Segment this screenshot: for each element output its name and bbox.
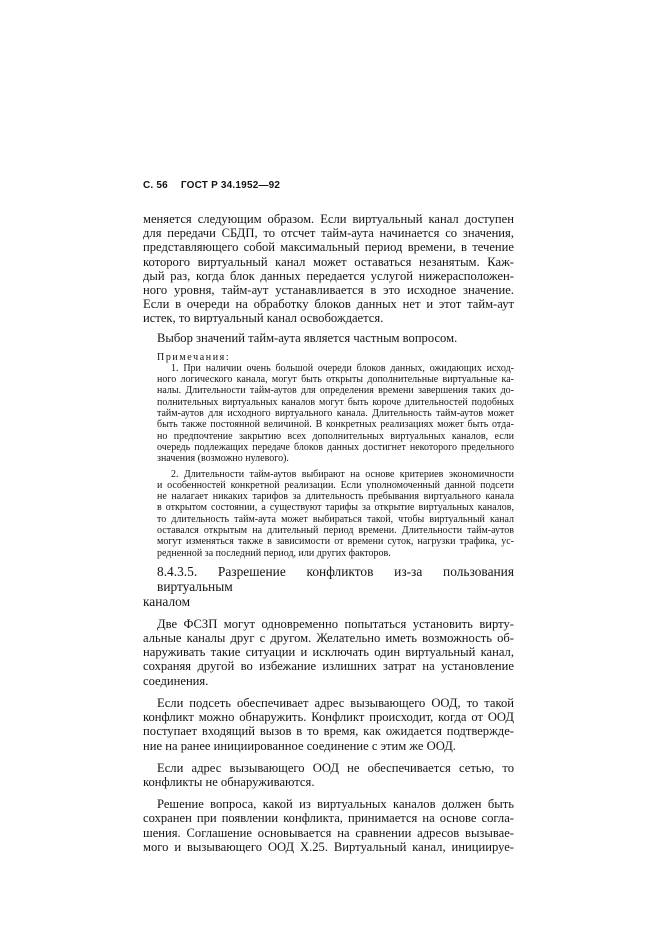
text-line: не налагает никаких тарифов за длительность пребывания виртуального канала bbox=[157, 491, 514, 503]
text-line: сохраняя другой во избежание излишних затрат на установление bbox=[143, 659, 514, 674]
text-line: в открытом состоянии, а существуют тарифы за открытие виртуальных каналов, bbox=[157, 502, 514, 514]
text-line: то длительность тайм-аута может выбираться такой, чтобы виртуальный канал bbox=[157, 513, 514, 525]
text-line: ного логического канала, могут быть открыты дополнительные виртуальные ка- bbox=[157, 374, 514, 386]
text-line: Решение вопроса, какой из виртуальных каналов должен быть bbox=[157, 797, 514, 812]
paragraph-conflict-detection bbox=[143, 696, 514, 753]
text-line: мого и вызывающего ООД X.25. Виртуальный канал, инициируе- bbox=[143, 839, 514, 854]
text-line: представляющего собой максимальный период времени, в течение bbox=[143, 240, 514, 255]
text-line: 1. При наличии очень большой очереди блоков данных, ожидающих исход- bbox=[171, 362, 514, 374]
text-line: дый раз, когда блок данных передается услугой нижерасположен- bbox=[143, 268, 514, 283]
text-line: Две ФСЗП могут одновременно попытаться установить вирту- bbox=[157, 616, 514, 631]
text-line: 2. Длительности тайм-аутов выбирают на основе критериев экономичности bbox=[171, 468, 514, 480]
note-1 bbox=[143, 363, 514, 465]
text-line: оставался открытым на длительный период времени. Длительности тайм-аутов bbox=[157, 524, 514, 536]
text-line: могут изменяться также в зависимости от времени суток, нагрузки трафика, ус- bbox=[157, 536, 514, 548]
page-header bbox=[143, 180, 514, 194]
text-line: редненной за последний период, или других факторов. bbox=[157, 547, 391, 559]
text-line: тайм-аутов для исходного виртуального канала. Длительность тайм-аутов может bbox=[157, 408, 514, 420]
text-line: сохранен при появлении конфликта, принимается на основе согла- bbox=[143, 811, 514, 826]
paragraph-conflict-intro bbox=[143, 617, 514, 688]
text-line: ние на ранее инициированное соединение с этим же ООД. bbox=[143, 738, 456, 753]
notes-heading: Примечания: bbox=[157, 351, 231, 363]
note-2 bbox=[143, 469, 514, 559]
text-line: соединения. bbox=[143, 673, 209, 688]
text-line: поступает входящий вызов в то время, как ожидается подтвержде- bbox=[143, 724, 514, 739]
text-line: меняется следующим образом. Если виртуальный канал доступен bbox=[143, 212, 514, 226]
text-line: и особенностей конкретной реализации. Если уполномоченный данной подсети bbox=[157, 479, 514, 491]
text-line: каналом bbox=[143, 593, 191, 609]
text-line: конфликт можно обнаружить. Конфликт происходит, когда от ООД bbox=[143, 710, 514, 725]
text-line: 8.4.3.5. Разрешение конфликтов из-за пользования виртуальным bbox=[157, 563, 514, 594]
paragraph-conflict-resolution bbox=[143, 797, 514, 854]
text-line: полнительных виртуальных каналов могут быть короче длительностей подобных bbox=[157, 396, 514, 408]
text-line: Если подсеть обеспечивает адрес вызывающего ООД, то такой bbox=[157, 695, 514, 710]
text-line: но предпочтение закрытию всех дополнительных виртуальных каналов, если bbox=[157, 430, 514, 442]
text-line: очередь подлежащих передаче блоков данных достигнет некоторого предельного bbox=[157, 441, 514, 453]
standard-designation: ГОСТ Р 34.1952—92 bbox=[180, 180, 281, 191]
text-line: налы. Длительности тайм-аутов для определения времени завершения таких до- bbox=[157, 385, 514, 397]
text-line: Выбор значений тайм-аута является частным вопросом. bbox=[157, 330, 458, 345]
text-line: конфликты не обнаруживаются. bbox=[143, 774, 315, 789]
document-page bbox=[143, 180, 514, 854]
text-line: для передачи СБДП, то отсчет тайм-аута начинается со значения, bbox=[143, 226, 514, 241]
text-line: наруживать такие ситуации и исключать один виртуальный канал, bbox=[143, 645, 514, 660]
paragraph-timeout-description bbox=[143, 212, 514, 326]
text-line: шения. Соглашение основывается на сравнении адресов вызывае- bbox=[143, 825, 514, 840]
paragraph-no-detection bbox=[143, 761, 514, 789]
text-line: истек, то виртуальный канал освобождается. bbox=[143, 311, 384, 326]
text-line: Если в очереди на обработку блоков данных нет и этот тайм-аут bbox=[143, 297, 514, 312]
section-heading-8-4-3-5 bbox=[143, 564, 514, 609]
text-line: ного уровня, тайм-аут устанавливается в это исходное значение. bbox=[143, 283, 514, 298]
paragraph-timeout-choice bbox=[143, 331, 514, 345]
page-number: С. 56 bbox=[143, 180, 168, 191]
text-line: быть также постоянной величиной. В конкретных реализациях может быть отда- bbox=[157, 419, 514, 431]
text-line: значения (возможно нулевого). bbox=[157, 453, 289, 465]
text-line: Если адрес вызывающего ООД не обеспечивается сетью, то bbox=[157, 760, 514, 775]
text-line: альные каналы друг с другом. Желательно иметь возможность об- bbox=[143, 631, 514, 646]
text-line: которого виртуальный канал может оставаться незанятым. Каж- bbox=[143, 254, 514, 269]
